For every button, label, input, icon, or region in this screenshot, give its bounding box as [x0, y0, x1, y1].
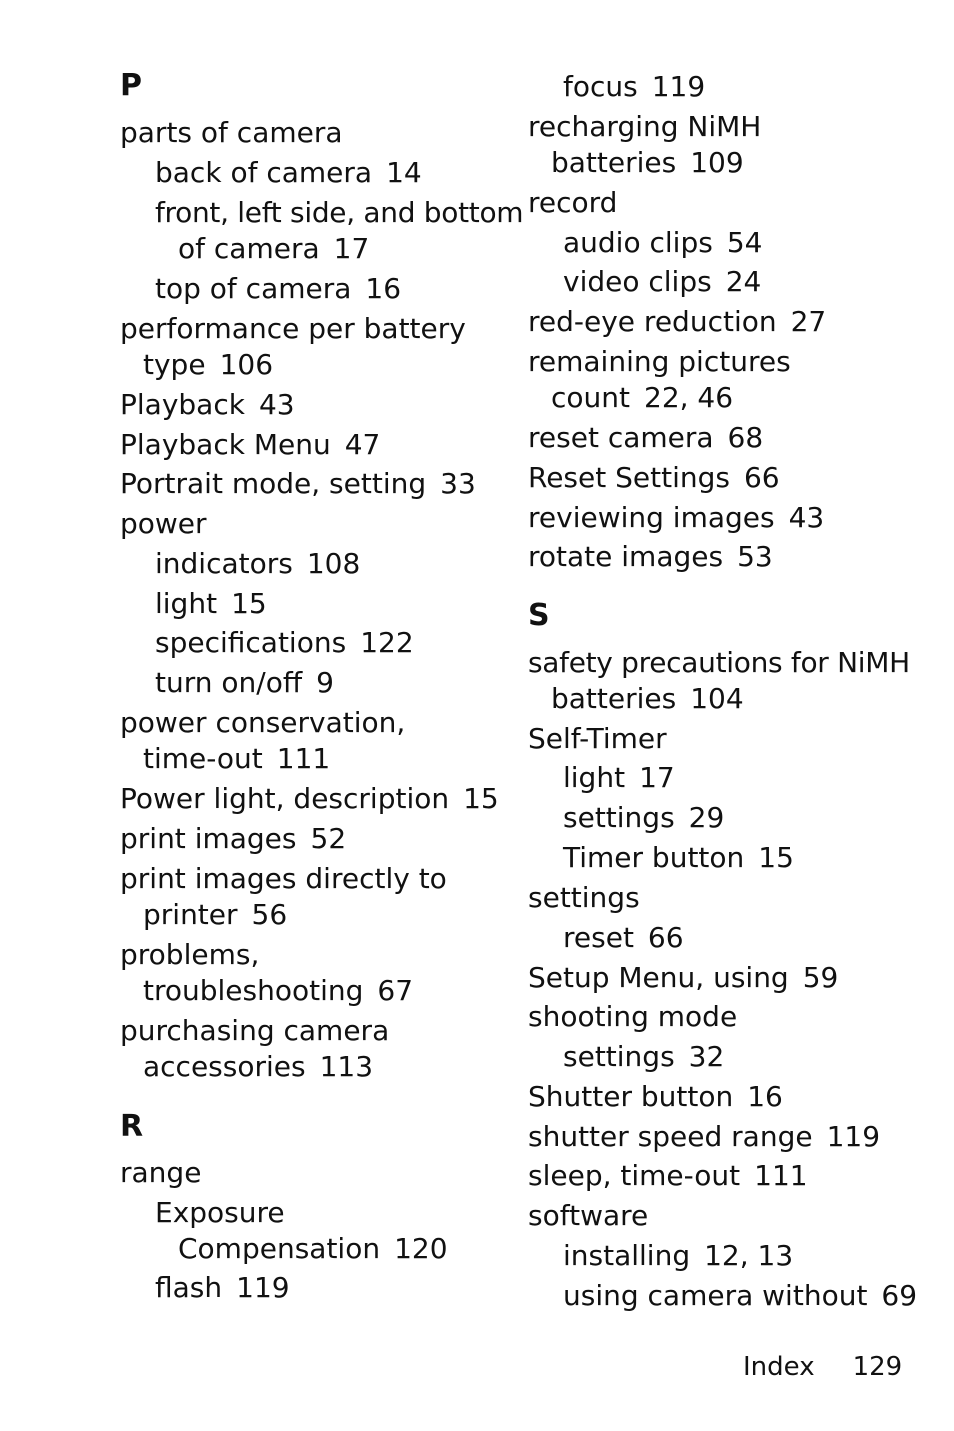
index-subentry: reset 66: [563, 921, 684, 954]
index-subentry: top of camera 16: [155, 272, 402, 305]
index-subentry: settings 32: [563, 1040, 725, 1073]
index-entry: Shutter button 16: [528, 1080, 783, 1113]
index-subentry: light 17: [563, 761, 675, 794]
index-entry-continued: count 22, 46: [551, 381, 734, 414]
index-entry-continued: time-out 111: [143, 742, 331, 775]
index-entry: print images 52: [120, 822, 347, 855]
index-subentry: settings 29: [563, 801, 725, 834]
index-entry: print images directly to: [120, 862, 447, 895]
index-entry: recharging NiMH: [528, 110, 762, 143]
index-entry-continued: printer 56: [143, 898, 288, 931]
index-subentry: focus 119: [563, 70, 706, 103]
index-entry-continued: batteries 104: [551, 682, 744, 715]
index-entry: Playback 43: [120, 388, 295, 421]
index-entry: settings: [528, 881, 640, 914]
page-number: 129: [852, 1352, 903, 1382]
index-entry-continued: accessories 113: [143, 1050, 374, 1083]
index-entry: Portrait mode, setting 33: [120, 467, 476, 500]
index-entry: Reset Settings 66: [528, 461, 780, 494]
index-subentry: video clips 24: [563, 265, 762, 298]
index-subentry: light 15: [155, 587, 267, 620]
index-subentry: turn on/off 9: [155, 666, 334, 699]
index-entry-continued: batteries 109: [551, 146, 744, 179]
index-entry: record: [528, 186, 618, 219]
index-entry-continued: type 106: [143, 348, 274, 381]
index-entry: red-eye reduction 27: [528, 305, 827, 338]
index-entry: reviewing images 43: [528, 501, 825, 534]
index-subentry-continued: Compensation 120: [178, 1232, 448, 1265]
index-subentry: Timer button 15: [563, 841, 794, 874]
index-entry: Power light, description 15: [120, 782, 499, 815]
section-heading-p: P: [120, 68, 142, 103]
index-entry: reset camera 68: [528, 421, 764, 454]
index-entry-continued: troubleshooting 67: [143, 974, 414, 1007]
index-entry: shutter speed range 119: [528, 1120, 881, 1153]
index-entry: Setup Menu, using 59: [528, 961, 839, 994]
page-footer: [743, 1350, 902, 1384]
index-subentry: indicators 108: [155, 547, 361, 580]
index-entry: Self-Timer: [528, 722, 667, 755]
section-heading-r: R: [120, 1109, 144, 1144]
index-subentry: installing 12, 13: [563, 1239, 794, 1272]
index-entry: Playback Menu 47: [120, 428, 381, 461]
index-subentry-continued: of camera 17: [178, 232, 370, 265]
index-subentry: Exposure: [155, 1196, 285, 1229]
index-entry: power conservation,: [120, 706, 406, 739]
index-entry: sleep, time-out 111: [528, 1159, 808, 1192]
index-subentry: audio clips 54: [563, 226, 763, 259]
index-entry: parts of camera: [120, 116, 343, 149]
index-entry: power: [120, 507, 207, 540]
index-entry: purchasing camera: [120, 1014, 390, 1047]
index-entry: safety precautions for NiMH: [528, 646, 910, 679]
index-entry: range: [120, 1156, 202, 1189]
index-entry: software: [528, 1199, 649, 1232]
index-subentry: front, left side, and bottom: [155, 196, 524, 229]
index-entry: rotate images 53: [528, 540, 773, 573]
index-subentry: using camera without 69: [563, 1279, 918, 1312]
index-subentry: back of camera 14: [155, 156, 422, 189]
index-subentry: specifications 122: [155, 626, 414, 659]
section-heading-s: S: [528, 598, 550, 633]
index-entry: performance per battery: [120, 312, 466, 345]
index-entry: remaining pictures: [528, 345, 791, 378]
index-entry: problems,: [120, 938, 260, 971]
index-entry: shooting mode: [528, 1000, 738, 1033]
footer-label: Index: [743, 1352, 815, 1382]
index-subentry: flash 119: [155, 1271, 290, 1304]
